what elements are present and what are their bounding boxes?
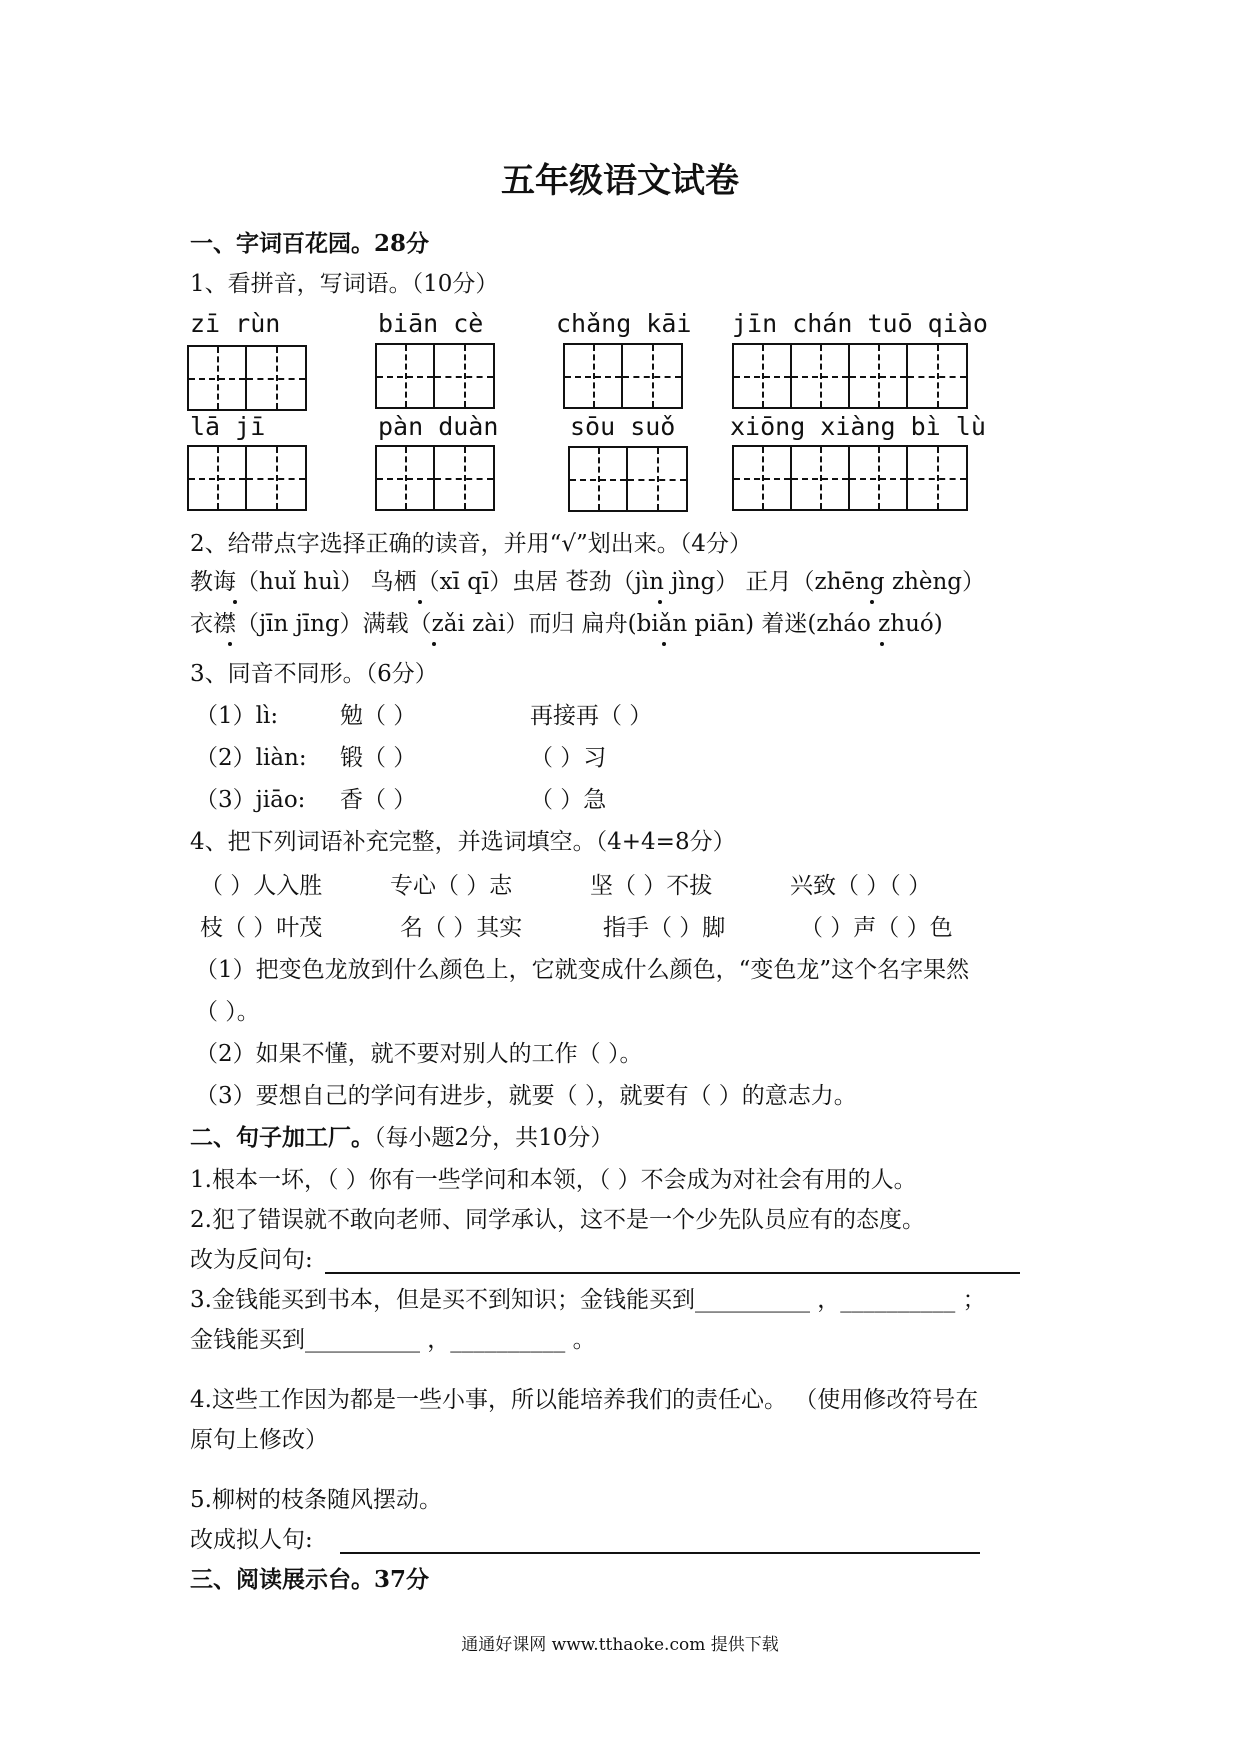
section3-heading: 三、阅读展示台。37分 bbox=[190, 1566, 430, 1593]
q4-word-7: 指手（ ）脚 bbox=[603, 915, 726, 941]
writing-grid-5[interactable] bbox=[187, 445, 307, 511]
writing-grid-3[interactable] bbox=[563, 343, 683, 409]
emphasis-dot bbox=[228, 642, 232, 646]
emphasis-dot bbox=[658, 600, 662, 604]
answer-line[interactable] bbox=[340, 1552, 980, 1554]
pinyin-5: lā jī bbox=[190, 412, 266, 441]
q3-row3-a: 香（ ） bbox=[340, 787, 417, 813]
s2-q2: 2.犯了错误就不敢向老师、同学承认，这不是一个少先队员应有的态度。 bbox=[190, 1207, 925, 1233]
q1-prompt: 1、看拼音，写词语。（10分） bbox=[190, 271, 499, 297]
q4-word-8: （ ）声（ ）色 bbox=[800, 915, 953, 941]
writing-grid-7[interactable] bbox=[568, 446, 688, 512]
q4-word-3: 坚（ ）不拔 bbox=[590, 873, 713, 899]
writing-grid-1[interactable] bbox=[187, 345, 307, 411]
writing-grid-6[interactable] bbox=[375, 445, 495, 511]
pinyin-3: chǎng kāi bbox=[556, 309, 692, 338]
pinyin-1: zī rùn bbox=[190, 309, 281, 338]
q3-row2-a: 锻（ ） bbox=[340, 745, 417, 771]
q3-row1-b: 再接再（ ） bbox=[530, 703, 653, 729]
section2-heading: 二、句子加工厂。 bbox=[190, 1124, 374, 1151]
pinyin-4: jīn chán tuō qiào bbox=[732, 309, 988, 338]
pinyin-6: pàn duàn bbox=[378, 412, 499, 441]
answer-line[interactable] bbox=[325, 1272, 1020, 1274]
s2-q3b: 金钱能买到__________ ，__________ 。 bbox=[190, 1327, 596, 1353]
emphasis-dot bbox=[418, 600, 422, 604]
q3-row2-b: （ ）习 bbox=[530, 745, 607, 771]
section2-heading-row bbox=[190, 1124, 613, 1152]
s2-q1: 1.根本一坏，（ ）你有一些学问和本领，（ ）不会成为对社会有用的人。 bbox=[190, 1167, 917, 1193]
q2-prompt: 2、给带点字选择正确的读音，并用“√”划出来。（4分） bbox=[190, 531, 752, 557]
emphasis-dot bbox=[662, 642, 666, 646]
q3-row3-label: （3）jiāo: bbox=[195, 787, 306, 813]
writing-grid-2[interactable] bbox=[375, 343, 495, 409]
q4-word-2: 专心（ ）志 bbox=[390, 873, 513, 899]
s2-q4a: 4.这些工作因为都是一些小事，所以能培养我们的责任心。 （使用修改符号在 bbox=[190, 1387, 979, 1413]
q3-prompt: 3、同音不同形。（6分） bbox=[190, 661, 438, 687]
q2-line1: 教诲（huǐ huì） 鸟栖（xī qī）虫居 苍劲（jìn jìng） 正月（zhēng zhèng） bbox=[190, 569, 986, 595]
emphasis-dot bbox=[233, 600, 237, 604]
section1-heading: 一、字词百花园。28分 bbox=[190, 230, 430, 257]
s2-q5: 5.柳树的枝条随风摆动。 bbox=[190, 1487, 442, 1513]
emphasis-dot bbox=[870, 600, 874, 604]
q4-sentence-3: （3）要想自己的学问有进步，就要（ ），就要有（ ）的意志力。 bbox=[195, 1083, 857, 1109]
q3-row1-label: （1）lì: bbox=[195, 703, 279, 729]
q2-line2: 衣襟（jīn jīng）满载（zǎi zài）而归 扁舟(biǎn piān) 着迷(zháo zhuó) bbox=[190, 611, 943, 637]
pinyin-7: sōu suǒ bbox=[570, 412, 676, 441]
q4-word-6: 名（ ）其实 bbox=[400, 915, 523, 941]
q3-row2-label: （2）liàn: bbox=[195, 745, 307, 771]
q4-sentence-2: （2）如果不懂，就不要对别人的工作（ ）。 bbox=[195, 1041, 643, 1067]
q4-sentence-1b: （ ）。 bbox=[195, 999, 260, 1025]
s2-q5-answer-label: 改成拟人句: bbox=[190, 1527, 313, 1553]
q4-word-1: （ ）人入胜 bbox=[200, 873, 323, 899]
q3-row3-b: （ ）急 bbox=[530, 787, 607, 813]
s2-q4b: 原句上修改） bbox=[190, 1427, 328, 1453]
pinyin-2: biān cè bbox=[378, 309, 484, 338]
writing-grid-4[interactable] bbox=[732, 343, 968, 409]
emphasis-dot bbox=[880, 642, 884, 646]
s2-q3a: 3.金钱能买到书本，但是买不到知识；金钱能买到__________ ，__________ ； bbox=[190, 1287, 986, 1313]
q3-row1-a: 勉（ ） bbox=[340, 703, 417, 729]
q4-sentence-1a: （1）把变色龙放到什么颜色上，它就变成什么颜色，“变色龙”这个名字果然 bbox=[195, 957, 970, 983]
q4-prompt: 4、把下列词语补充完整，并选词填空。（4+4=8分） bbox=[190, 829, 736, 855]
page-title: 五年级语文试卷 bbox=[501, 161, 739, 201]
writing-grid-8[interactable] bbox=[732, 445, 968, 511]
q4-word-4: 兴致（ ）（ ） bbox=[790, 873, 932, 899]
pinyin-8: xiōng xiàng bì lù bbox=[730, 412, 986, 441]
footer: 通通好课网 www.tthaoke.com 提供下载 bbox=[461, 1635, 779, 1655]
s2-q2-answer-label: 改为反问句: bbox=[190, 1247, 313, 1273]
emphasis-dot bbox=[432, 642, 436, 646]
section2-heading-note: （每小题2分，共10分） bbox=[374, 1125, 614, 1151]
q4-word-5: 枝（ ）叶茂 bbox=[200, 915, 323, 941]
